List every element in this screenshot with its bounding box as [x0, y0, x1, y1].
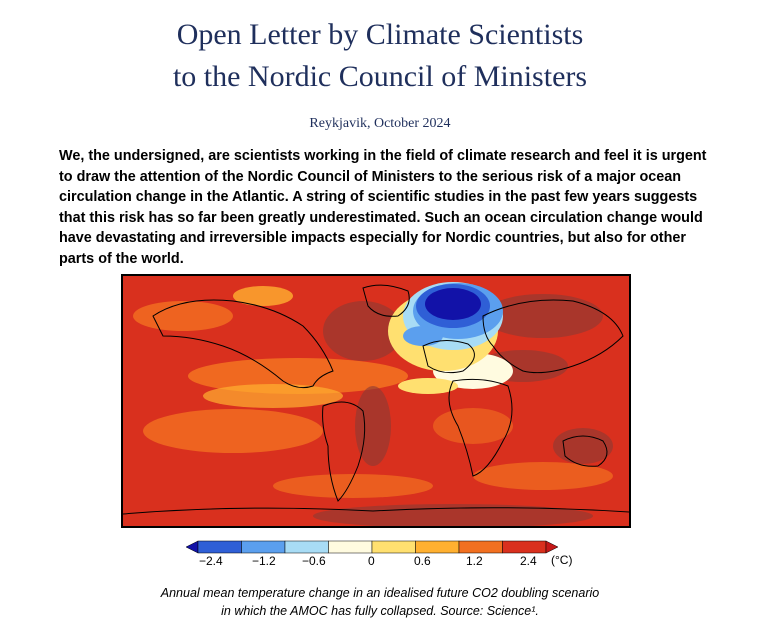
- colorbar-segment: [503, 541, 547, 553]
- intro-paragraph: We, the undersigned, are scientists working in the field of climate research and feel it is urgent to draw the attention of the Nordic Council of Ministers to the serious risk of a major ocean circulation change in the Atlantic. A string of scientific studies in the past few years suggests that this risk has so far been greatly underestimated. Such an ocean circulation change would have devastating and irreversible impacts especially for Nordic countries, but also for other parts of the world.: [59, 148, 707, 267]
- caption-line-1: Annual mean temperature change in an idealised future CO2 doubling scenario: [160, 586, 600, 600]
- colorbar: [186, 539, 558, 555]
- colorbar-arrow-low: [186, 541, 198, 553]
- colorbar-segment: [372, 541, 416, 553]
- colorbar-tick-label: 0.6: [414, 554, 431, 568]
- letter-title: [0, 14, 760, 98]
- title-line-1: Open Letter by Climate Scientists: [176, 18, 584, 51]
- colorbar-tick-label: 2.4: [520, 554, 537, 568]
- figure-caption: [0, 584, 760, 620]
- colorbar-segment: [329, 541, 373, 553]
- colorbar-segment: [242, 541, 286, 553]
- dateline: Reykjavik, October 2024: [309, 116, 451, 131]
- colorbar-segment: [198, 541, 242, 553]
- colorbar-tick-label: 1.2: [466, 554, 483, 568]
- colorbar-tick-label: −0.6: [302, 554, 326, 568]
- colorbar-arrow-high: [546, 541, 558, 553]
- title-line-2: to the Nordic Council of Ministers: [172, 60, 588, 93]
- colorbar-segment: [459, 541, 503, 553]
- colorbar-tick-label: −2.4: [199, 554, 223, 568]
- colorbar-unit: (°C): [551, 553, 573, 567]
- colorbar-segment: [285, 541, 329, 553]
- temperature-change-map: [121, 274, 631, 528]
- colorbar-tick-label: 0: [368, 554, 375, 568]
- caption-line-2: in which the AMOC has fully collapsed. Source: Science¹.: [221, 604, 539, 618]
- colorbar-tick-label: −1.2: [252, 554, 276, 568]
- colorbar-segment: [416, 541, 460, 553]
